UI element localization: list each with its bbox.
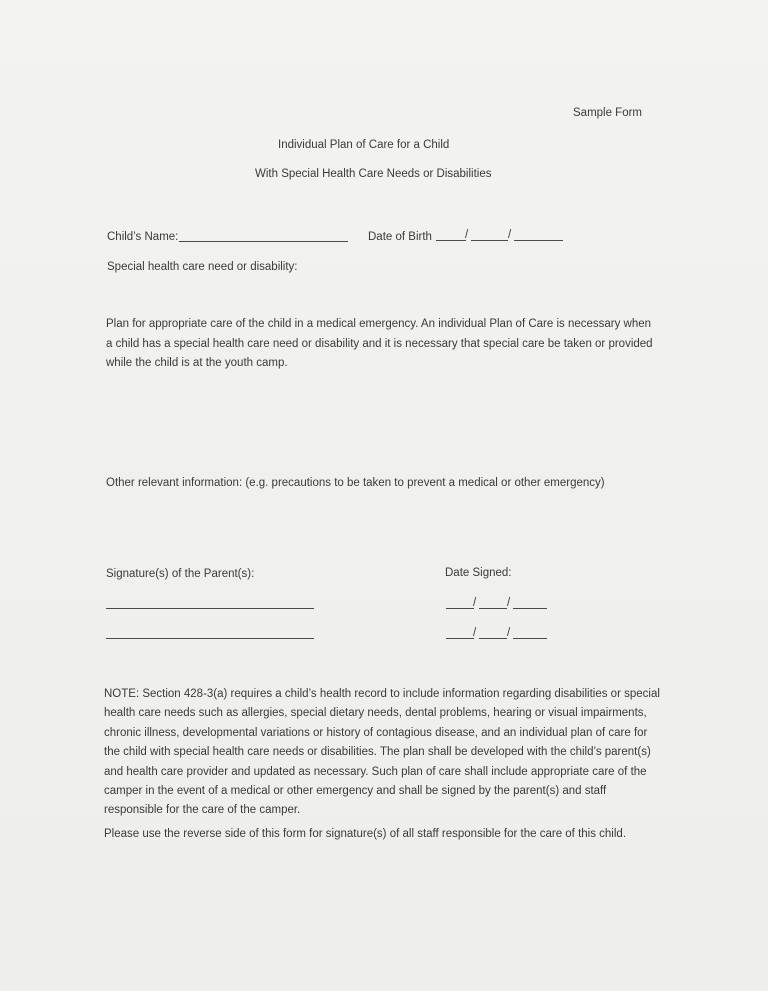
date-signed-field-1[interactable] bbox=[446, 593, 547, 609]
reverse-side-instruction: Please use the reverse side of this form for signature(s) of all staff responsible for the care of this child. bbox=[104, 828, 627, 840]
dob-separator: / bbox=[508, 229, 512, 241]
special-need-label: Special health care need or disability: bbox=[107, 261, 298, 273]
parent-signature-line-2[interactable] bbox=[106, 638, 314, 639]
date-separator: / bbox=[507, 627, 511, 639]
dob-field[interactable] bbox=[436, 225, 563, 241]
dob-label: Date of Birth bbox=[368, 231, 432, 243]
note-paragraph: NOTE: Section 428-3(a) requires a child’s health record to include information regarding disabilities or special health care needs such as allergies, special dietary needs, dental problems, hearing or visual impairments, chronic illness, developmental variations or history of contagious disease, and an individual plan of care for the child with special health care needs or disabilities. The plan shall be developed with the child’s parent(s) and health care provider and updated as necessary. Such plan of care shall include appropriate care of the camper in the event of a medical or other emergency and shall be signed by the parent(s) and staff responsible for the care of the camper. bbox=[104, 688, 660, 817]
dob-day-line[interactable] bbox=[471, 240, 508, 241]
date-month-line[interactable] bbox=[446, 638, 474, 639]
date-day-line[interactable] bbox=[479, 608, 507, 609]
date-signed-field-2[interactable] bbox=[446, 623, 547, 639]
date-separator: / bbox=[473, 627, 477, 639]
form-title: Individual Plan of Care for a Child bbox=[278, 139, 450, 151]
dob-year-line[interactable] bbox=[514, 240, 563, 241]
date-year-line[interactable] bbox=[513, 608, 547, 609]
parent-signature-line-1[interactable] bbox=[106, 608, 314, 609]
date-signed-label: Date Signed: bbox=[445, 567, 512, 579]
date-separator: / bbox=[473, 597, 477, 609]
date-separator: / bbox=[507, 597, 511, 609]
form-subtitle: With Special Health Care Needs or Disabilities bbox=[255, 168, 492, 180]
dob-month-line[interactable] bbox=[436, 240, 466, 241]
parent-signature-label: Signature(s) of the Parent(s): bbox=[106, 568, 255, 580]
other-info-label: Other relevant information: (e.g. precautions to be taken to prevent a medical or other emergency) bbox=[106, 477, 605, 489]
date-day-line[interactable] bbox=[479, 638, 507, 639]
child-name-line[interactable] bbox=[179, 241, 348, 242]
plan-of-care-text: Plan for appropriate care of the child in a medical emergency. An individual Plan of Care is necessary when a child has a special health care need or disability and it is necessary that special care be taken or provided while the child is at the youth camp. bbox=[106, 318, 653, 369]
date-month-line[interactable] bbox=[446, 608, 474, 609]
date-year-line[interactable] bbox=[513, 638, 547, 639]
dob-separator: / bbox=[465, 229, 469, 241]
child-name-label: Child’s Name: bbox=[107, 231, 179, 243]
sample-form-label: Sample Form bbox=[573, 107, 643, 119]
